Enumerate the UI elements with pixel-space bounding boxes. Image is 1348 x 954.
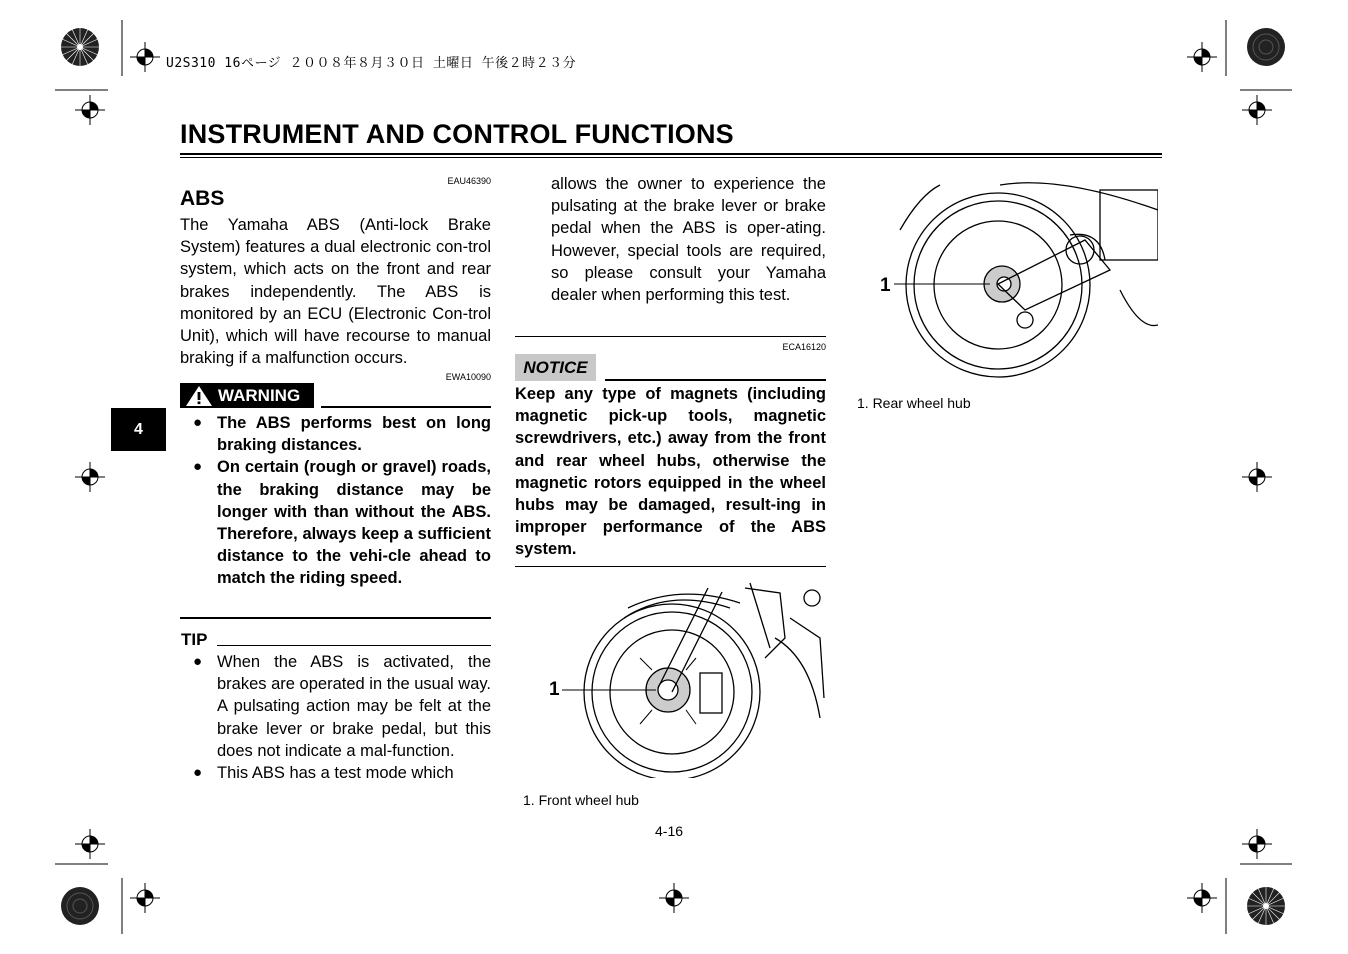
front-wheel-illustration: [540, 578, 826, 778]
registration-target-icon: [659, 883, 689, 913]
notice-end-rule: [515, 566, 826, 567]
warning-label-text: WARNING: [218, 385, 301, 405]
rear-callout-number: 1: [880, 275, 891, 296]
starburst-target-icon: [60, 886, 100, 926]
rear-figure-caption: 1. Rear wheel hub: [857, 395, 971, 411]
rear-wheel-illustration: [880, 180, 1158, 380]
notice-rule: [605, 379, 826, 381]
registration-target-icon: [75, 95, 105, 125]
warning-list: [180, 412, 491, 590]
tip-list: [180, 651, 491, 784]
front-figure-caption: 1. Front wheel hub: [523, 792, 639, 808]
print-header: U2S310 16ページ ２００８年８月３０日 土曜日 午後２時２３分: [166, 56, 577, 71]
chapter-tab: 4: [111, 408, 166, 451]
warning-code: EWA10090: [445, 372, 491, 382]
starburst-target-icon: [1246, 886, 1286, 926]
registration-target-icon: [75, 462, 105, 492]
title-rule: [180, 153, 1162, 155]
section-heading: ABS: [180, 187, 225, 210]
registration-target-icon: [130, 42, 160, 72]
tip-item: ● This ABS has a test mode which: [180, 762, 491, 784]
tip-label: TIP: [181, 630, 208, 649]
registration-target-icon: [75, 829, 105, 859]
warning-item: ● The ABS performs best on long braking distances.: [180, 412, 491, 456]
warning-end-rule: [180, 617, 491, 619]
abs-paragraph: The Yamaha ABS (Anti-lock Brake System) features a dual electronic con-trol system, which acts on the front and rear brakes independently. The ABS is monitored by an ECU (Electronic Con-trol Unit), which will have recourse to manual braking if a malfunction occurs.: [180, 216, 491, 368]
registration-target-icon: [1187, 883, 1217, 913]
warning-triangle-icon: [184, 384, 214, 408]
tip-end-rule: [515, 336, 826, 337]
registration-target-icon: [1242, 462, 1272, 492]
starburst-target-icon: [60, 27, 100, 67]
page-title: INSTRUMENT AND CONTROL FUNCTIONS: [180, 119, 734, 149]
title-rule: [180, 157, 1162, 158]
tip-rule: [217, 645, 491, 646]
notice-label: NOTICE: [515, 354, 596, 381]
tip-item: ● When the ABS is activated, the brakes are operated in the usual way. A pulsating action may be felt at the brake lever or brake pedal, but this does not indicate a mal-function.: [180, 651, 491, 762]
section-code: EAU46390: [447, 176, 491, 186]
page-number: 4-16: [655, 823, 684, 839]
front-callout-number: 1: [549, 679, 560, 700]
notice-code: ECA16120: [782, 342, 826, 352]
warning-item: ● On certain (rough or gravel) roads, the braking distance may be longer with than without the ABS. Therefore, always keep a sufficient distance to the vehi-cle ahead to match the riding speed.: [180, 456, 491, 589]
starburst-target-icon: [1246, 27, 1286, 67]
warning-rule: [321, 406, 491, 408]
registration-target-icon: [1187, 42, 1217, 72]
registration-target-icon: [1242, 829, 1272, 859]
registration-target-icon: [1242, 95, 1272, 125]
registration-target-icon: [130, 883, 160, 913]
tip-continued: allows the owner to experience the pulsating at the brake lever or brake pedal when the ABS is oper-ating. However, special tools are required, so please consult your Yamaha dealer when performing this test.: [551, 175, 826, 305]
warning-label: [180, 383, 314, 408]
notice-text: Keep any type of magnets (including magnetic pick-up tools, magnetic screwdrivers, etc.) away from the front and rear wheel hubs, otherwise the magnetic rotors equipped in the wheel hubs may be damaged, result-ing in improper performance of the ABS system.: [515, 385, 826, 559]
